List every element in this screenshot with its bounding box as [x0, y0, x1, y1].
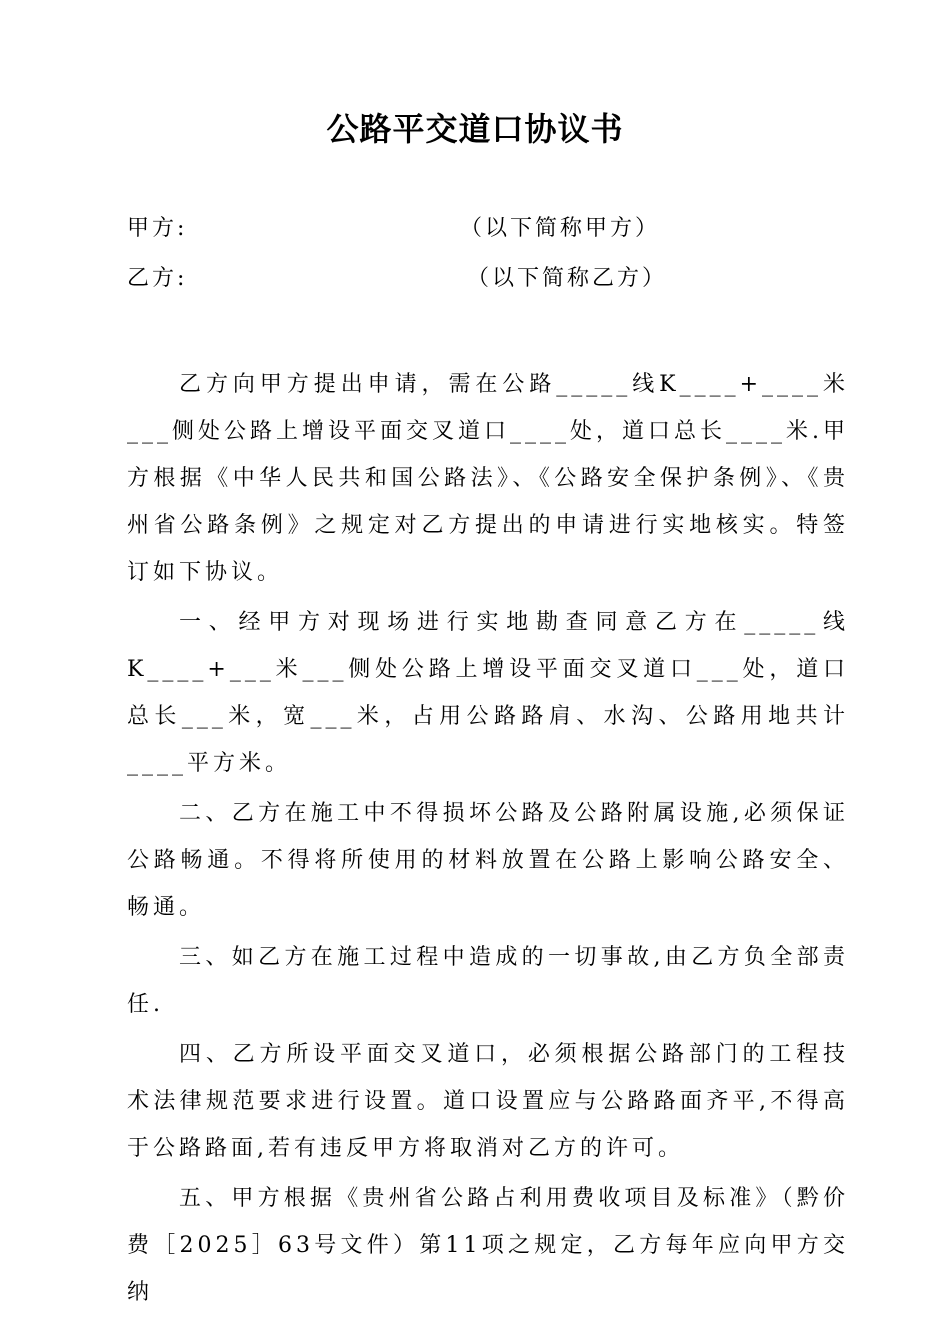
clause-2: 二、乙方在施工中不得损坏公路及公路附属设施,必须保证公路畅通。不得将所使用的材料放置在公路上影响公路安全、畅通。: [127, 801, 849, 920]
clause-3: 三、如乙方在施工过程中造成的一切事故,由乙方负全部责任.: [127, 945, 849, 1017]
agreement-body: [127, 361, 849, 1319]
party-a-label: 甲方:: [127, 216, 188, 241]
clause-4: 四、乙方所设平面交叉道口，必须根据公路部门的工程技术法律规范要求进行设置。道口设置应与公路路面齐平,不得高于公路路面,若有违反甲方将取消对乙方的许可。: [127, 1042, 849, 1161]
party-b-line: [127, 259, 847, 299]
clause-1: 一、经甲方对现场进行实地勘查同意乙方在_____线K____+___米___侧处公路上增设平面交叉道口___处，道口总长___米，宽___米，占用公路路肩、水沟、公路用地共计____平方米。: [127, 610, 849, 776]
intro-paragraph: 乙方向甲方提出申请，需在公路_____线K____+____米___侧处公路上增设平面交叉道口____处，道口总长____米.甲方根据《中华人民共和国公路法》、《公路安全保护条例》、《贵州省公路条例》之规定对乙方提出的申请进行实地核实。特签订如下协议。: [127, 372, 849, 585]
party-b-alias: （以下简称乙方）: [467, 266, 668, 291]
party-a-line: [127, 209, 847, 249]
party-b-label: 乙方:: [127, 266, 188, 291]
document-title: 公路平交道口协议书: [326, 110, 624, 148]
party-a-alias: （以下简称甲方）: [460, 216, 661, 241]
clause-5: 五、甲方根据《贵州省公路占利用费收项目及标准》（黔价费［2025］63号文件）第11项之规定，乙方每年应向甲方交纳: [127, 1186, 849, 1305]
